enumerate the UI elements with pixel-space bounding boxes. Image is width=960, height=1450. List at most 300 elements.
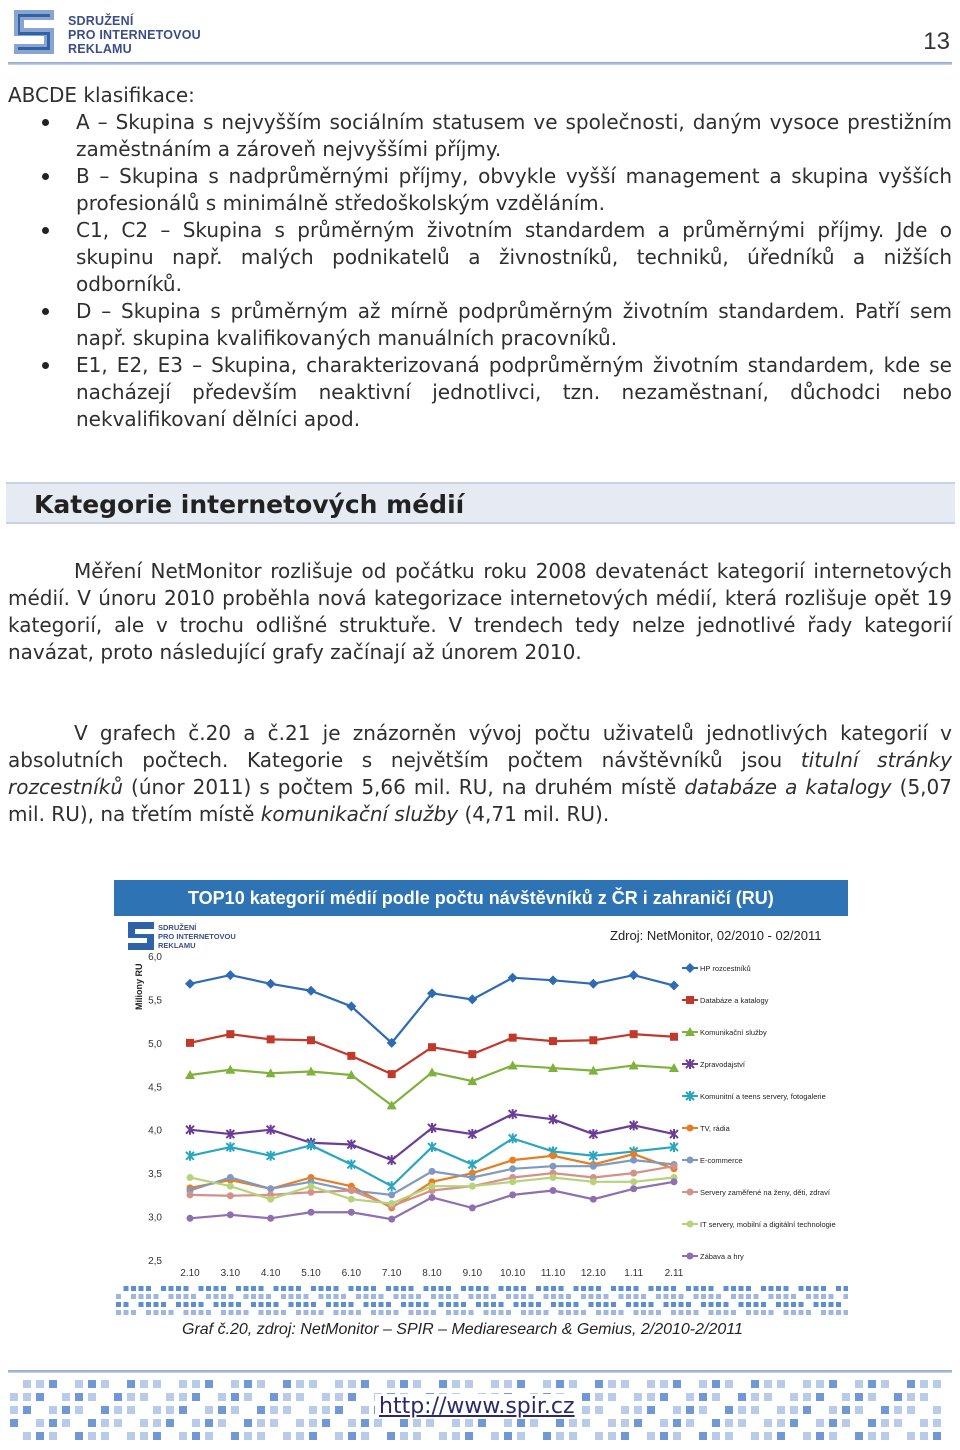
decorative-dot <box>699 1393 707 1401</box>
classification-list <box>8 109 952 433</box>
decorative-dot <box>604 1310 609 1315</box>
decorative-dot <box>387 1432 395 1440</box>
decorative-dot <box>724 1310 729 1315</box>
data-point <box>307 1036 315 1044</box>
decorative-dot <box>881 1380 889 1388</box>
decorative-dot <box>907 1393 915 1401</box>
decorative-dot <box>446 1310 451 1315</box>
paragraph-text: (únor 2011) s počtem 5,66 mil. RU, na druhém místě <box>123 775 685 799</box>
decorative-dot <box>465 1419 473 1427</box>
decorative-dot <box>784 1310 789 1315</box>
decorative-dot <box>739 1294 744 1299</box>
decorative-dot <box>491 1310 496 1315</box>
footer-link[interactable]: http://www.spir.cz <box>375 1394 579 1419</box>
paragraph-chart-description <box>8 720 952 828</box>
decorative-dot <box>784 1294 789 1299</box>
decorative-dot <box>604 1294 609 1299</box>
decorative-dot <box>491 1432 499 1440</box>
decorative-dot <box>296 1302 301 1307</box>
decorative-dot <box>289 1294 294 1299</box>
decorative-dot <box>161 1310 166 1315</box>
decorative-dot <box>699 1406 707 1414</box>
data-point <box>671 1163 678 1170</box>
decorative-dot <box>371 1286 376 1291</box>
decorative-dot <box>88 1393 96 1401</box>
data-point <box>550 1163 557 1170</box>
decorative-dot <box>868 1432 876 1440</box>
decorative-dot <box>114 1419 122 1427</box>
decorative-dot <box>124 1310 129 1315</box>
decorative-dot <box>504 1432 512 1440</box>
decorative-dot <box>206 1286 211 1291</box>
decorative-dot <box>596 1294 601 1299</box>
data-point <box>267 1196 274 1203</box>
decorative-dot <box>551 1294 556 1299</box>
decorative-dot <box>205 1380 213 1388</box>
decorative-dot <box>244 1432 252 1440</box>
decorative-dot <box>236 1286 241 1291</box>
decorative-dot <box>751 1432 759 1440</box>
decorative-dot <box>431 1286 436 1291</box>
decorative-dot <box>36 1432 44 1440</box>
decorative-dot <box>769 1294 774 1299</box>
decorative-dot <box>671 1310 676 1315</box>
decorative-dot <box>894 1419 902 1427</box>
y-tick-label: 3,0 <box>148 1212 162 1224</box>
decorative-dot <box>394 1294 399 1299</box>
decorative-dot <box>281 1286 286 1291</box>
decorative-dot <box>725 1432 733 1440</box>
decorative-dot <box>596 1310 601 1315</box>
decorative-dot <box>621 1406 629 1414</box>
decorative-dot <box>660 1432 668 1440</box>
decorative-dot <box>761 1310 766 1315</box>
decorative-dot <box>484 1310 489 1315</box>
decorative-dot <box>409 1294 414 1299</box>
decorative-dot <box>881 1406 889 1414</box>
decorative-dot <box>716 1294 721 1299</box>
decorative-dot <box>920 1393 928 1401</box>
decorative-dot <box>660 1393 668 1401</box>
decorative-dot <box>386 1310 391 1315</box>
decorative-dot <box>739 1302 744 1307</box>
decorative-dot <box>386 1286 391 1291</box>
decorative-dot <box>266 1310 271 1315</box>
decorative-dot <box>836 1310 841 1315</box>
decorative-dot <box>694 1310 699 1315</box>
x-tick-label: 10.10 <box>500 1268 526 1279</box>
decorative-dot <box>153 1432 161 1440</box>
decorative-dot <box>36 1393 44 1401</box>
decorative-dot <box>517 1432 525 1440</box>
decorative-dot <box>348 1432 356 1440</box>
decorative-dot <box>416 1294 421 1299</box>
decorative-dot <box>439 1432 447 1440</box>
paragraph-text: Měření NetMonitor rozlišuje od počátku roku 2008 devatenáct kategorií internetových médií. V únoru 2010 proběhla nová kategorizace internetových médií, která rozlišuje opět 19 kategorií, ale v trochu odlišné struktuře. V trendech tedy nelze jednotlivé řady kategorií navázat, proto následující grafy začínají až únorem 2010. <box>8 559 952 664</box>
decorative-dot <box>536 1286 541 1291</box>
decorative-dot <box>821 1286 826 1291</box>
data-point <box>227 1174 234 1181</box>
decorative-dot <box>205 1406 213 1414</box>
decorative-dot <box>319 1286 324 1291</box>
decorative-dot <box>88 1380 96 1388</box>
logo-text-line: SDRUŽENÍ <box>68 14 134 28</box>
decorative-dot <box>88 1419 96 1427</box>
spir-logo-icon <box>10 6 62 58</box>
decorative-dot <box>75 1432 83 1440</box>
decorative-dot <box>499 1310 504 1315</box>
decorative-dot <box>274 1286 279 1291</box>
decorative-dot <box>439 1380 447 1388</box>
data-point <box>590 1196 597 1203</box>
emphasis-text: komunikační služby <box>260 802 459 826</box>
decorative-dot <box>127 1432 135 1440</box>
y-tick-label: 4,5 <box>148 1082 162 1094</box>
decorative-dot <box>611 1302 616 1307</box>
decorative-dot <box>569 1380 577 1388</box>
decorative-dot <box>179 1432 187 1440</box>
decorative-dot <box>257 1406 265 1414</box>
decorative-dot <box>296 1294 301 1299</box>
decorative-dot <box>641 1310 646 1315</box>
decorative-dot <box>754 1302 759 1307</box>
decorative-dot <box>751 1406 759 1414</box>
decorative-dot <box>686 1419 694 1427</box>
decorative-dot <box>769 1286 774 1291</box>
decorative-dot <box>127 1380 135 1388</box>
decorative-dot <box>803 1432 811 1440</box>
decorative-dot <box>23 1393 31 1401</box>
x-tick-label: 2.11 <box>664 1268 684 1279</box>
decorative-dot <box>296 1286 301 1291</box>
decorative-dot <box>446 1294 451 1299</box>
decorative-dot <box>836 1302 841 1307</box>
decorative-dot <box>829 1406 837 1414</box>
decorative-dot <box>751 1380 759 1388</box>
decorative-dot <box>364 1302 369 1307</box>
decorative-dot <box>829 1302 834 1307</box>
legend-label: HP rozcestníků <box>700 964 751 973</box>
decorative-dot <box>469 1286 474 1291</box>
decorative-dot <box>671 1294 676 1299</box>
decorative-dot <box>400 1380 408 1388</box>
decorative-dot <box>673 1419 681 1427</box>
x-tick-label: 4.10 <box>260 1268 281 1279</box>
decorative-dot <box>821 1310 826 1315</box>
decorative-dot <box>868 1393 876 1401</box>
decorative-dot <box>544 1294 549 1299</box>
decorative-dot <box>679 1310 684 1315</box>
decorative-dot <box>641 1302 646 1307</box>
decorative-dot <box>855 1380 863 1388</box>
data-point <box>388 1200 395 1207</box>
decorative-dot <box>244 1310 249 1315</box>
decorative-dot <box>371 1310 376 1315</box>
decorative-dot <box>716 1302 721 1307</box>
decorative-dot <box>218 1393 226 1401</box>
y-tick-label: 5,5 <box>148 995 162 1007</box>
logo-text-line: PRO INTERNETOVOU <box>68 28 201 42</box>
decorative-dot <box>229 1310 234 1315</box>
decorative-dot <box>221 1310 226 1315</box>
decorative-dot <box>251 1286 256 1291</box>
decorative-dot <box>566 1294 571 1299</box>
decorative-dot <box>686 1393 694 1401</box>
decorative-dot <box>153 1380 161 1388</box>
data-point <box>348 1209 355 1216</box>
decorative-dot <box>379 1310 384 1315</box>
decorative-dot <box>799 1310 804 1315</box>
decorative-dot <box>309 1380 317 1388</box>
decorative-dot <box>673 1432 681 1440</box>
legend-marker <box>687 1253 694 1260</box>
data-point <box>266 979 276 989</box>
decorative-dot <box>101 1419 109 1427</box>
decorative-dot <box>356 1294 361 1299</box>
y-axis-label: Miliony RU <box>134 963 144 1010</box>
decorative-dot <box>114 1393 122 1401</box>
decorative-dot <box>803 1393 811 1401</box>
decorative-dot <box>709 1294 714 1299</box>
decorative-dot <box>229 1302 234 1307</box>
decorative-dot <box>647 1406 655 1414</box>
decorative-dot <box>416 1302 421 1307</box>
decorative-dot <box>75 1406 83 1414</box>
decorative-dot <box>626 1294 631 1299</box>
decorative-dot <box>739 1286 744 1291</box>
decorative-dot <box>611 1286 616 1291</box>
decorative-dot <box>296 1393 304 1401</box>
decorative-dot <box>446 1302 451 1307</box>
decorative-dot <box>806 1286 811 1291</box>
decorative-dot <box>176 1302 181 1307</box>
decorative-dot <box>634 1393 642 1401</box>
decorative-dot <box>589 1302 594 1307</box>
y-tick-label: 5,0 <box>148 1038 162 1050</box>
decorative-dot <box>521 1302 526 1307</box>
decorative-dot <box>725 1419 733 1427</box>
decorative-dot <box>664 1294 669 1299</box>
decorative-dot <box>544 1286 549 1291</box>
page-number: 13 <box>923 28 950 55</box>
decorative-dot <box>521 1310 526 1315</box>
decorative-dot <box>205 1432 213 1440</box>
data-point <box>388 1191 395 1198</box>
decorative-dot <box>127 1406 135 1414</box>
x-tick-label: 12.10 <box>580 1268 606 1279</box>
data-point <box>550 1174 557 1181</box>
decorative-dot <box>218 1419 226 1427</box>
decorative-dot <box>221 1302 226 1307</box>
decorative-dot <box>894 1406 902 1414</box>
decorative-dot <box>566 1302 571 1307</box>
legend-label: Komunikační služby <box>700 1028 767 1037</box>
decorative-dot <box>140 1393 148 1401</box>
legend-label: Servery zaměřené na ženy, děti, zdraví <box>700 1188 830 1197</box>
decorative-dot <box>679 1302 684 1307</box>
decorative-dot <box>806 1310 811 1315</box>
footer-divider <box>8 1370 952 1373</box>
decorative-dot <box>371 1302 376 1307</box>
decorative-dot <box>179 1406 187 1414</box>
decorative-dot <box>731 1310 736 1315</box>
decorative-dot <box>311 1310 316 1315</box>
data-point <box>429 1183 436 1190</box>
data-point <box>308 1209 315 1216</box>
decorative-dot <box>574 1310 579 1315</box>
decorative-dot <box>784 1302 789 1307</box>
decorative-dot <box>776 1294 781 1299</box>
decorative-dot <box>933 1380 941 1388</box>
decorative-dot <box>131 1286 136 1291</box>
decorative-dot <box>221 1286 226 1291</box>
legend-label: Databáze a katalogy <box>700 996 769 1005</box>
decorative-dot <box>127 1393 135 1401</box>
data-point <box>671 1178 678 1185</box>
decorative-dot <box>803 1406 811 1414</box>
decorative-dot <box>140 1380 148 1388</box>
legend-label: Komunitní a teens servery, fotogalerie <box>700 1092 826 1101</box>
decorative-dot <box>806 1294 811 1299</box>
decorative-dot <box>469 1310 474 1315</box>
decorative-dot <box>517 1380 525 1388</box>
decorative-dot <box>231 1432 239 1440</box>
decorative-dot <box>641 1294 646 1299</box>
decorative-dot <box>574 1302 579 1307</box>
decorative-dot <box>686 1310 691 1315</box>
decorative-dot <box>855 1393 863 1401</box>
decorative-dot <box>334 1286 339 1291</box>
decorative-dot <box>199 1302 204 1307</box>
decorative-dot <box>933 1432 941 1440</box>
decorative-dot <box>176 1286 181 1291</box>
decorative-dot <box>559 1294 564 1299</box>
decorative-dot <box>231 1393 239 1401</box>
decorative-dot <box>229 1294 234 1299</box>
y-tick-label: 6,0 <box>148 952 162 963</box>
decorative-dot <box>244 1419 252 1427</box>
decorative-dot <box>738 1406 746 1414</box>
decorative-dot <box>907 1380 915 1388</box>
paragraph-text: V grafech č.20 a č.21 je znázorněn vývoj počtu uživatelů jednotlivých kategorií v absolutních počtech. Kategorie s největším počtem návštěvníků jsou <box>8 721 952 772</box>
decorative-dot <box>814 1302 819 1307</box>
decorative-dot <box>619 1294 624 1299</box>
decorative-dot <box>656 1294 661 1299</box>
decorative-dot <box>124 1286 129 1291</box>
decorative-dot <box>341 1302 346 1307</box>
decorative-dot <box>322 1406 330 1414</box>
data-point <box>428 1043 436 1051</box>
list-item: D – Skupina s průměrným až mírně podprůměrným životním standardem. Patří sem např. skupina kvalifikovaných manuálních pracovníků. <box>8 298 952 352</box>
decorative-dot <box>62 1406 70 1414</box>
decorative-dot <box>439 1302 444 1307</box>
decorative-dot <box>199 1310 204 1315</box>
decorative-dot <box>139 1286 144 1291</box>
decorative-dot <box>431 1294 436 1299</box>
decorative-dot <box>401 1294 406 1299</box>
decorative-dot <box>452 1380 460 1388</box>
decorative-dot <box>461 1286 466 1291</box>
decorative-dot <box>764 1380 772 1388</box>
decorative-dot <box>589 1286 594 1291</box>
decorative-dot <box>146 1302 151 1307</box>
decorative-dot <box>634 1294 639 1299</box>
decorative-dot <box>647 1393 655 1401</box>
decorative-dot <box>764 1393 772 1401</box>
decorative-dot <box>361 1419 369 1427</box>
decorative-dot <box>356 1310 361 1315</box>
decorative-dot <box>116 1310 121 1315</box>
decorative-dot <box>259 1286 264 1291</box>
data-point <box>469 1204 476 1211</box>
decorative-dot <box>244 1294 249 1299</box>
decorative-dot <box>424 1302 429 1307</box>
decorative-dot <box>506 1310 511 1315</box>
x-tick-label: 2.10 <box>180 1268 200 1279</box>
data-point <box>348 1196 355 1203</box>
decorative-dot <box>184 1302 189 1307</box>
data-point <box>186 1039 194 1047</box>
decorative-dot <box>309 1432 317 1440</box>
data-point <box>187 1215 194 1222</box>
decorative-dot <box>140 1419 148 1427</box>
decorative-dot <box>154 1294 159 1299</box>
decorative-dot <box>166 1406 174 1414</box>
decorative-dot <box>514 1302 519 1307</box>
x-tick-label: 3.10 <box>220 1268 241 1279</box>
decorative-dot <box>664 1302 669 1307</box>
decorative-dot <box>270 1406 278 1414</box>
decorative-dot <box>179 1393 187 1401</box>
data-point <box>509 1034 517 1042</box>
data-point <box>550 1187 557 1194</box>
decorative-dot <box>559 1302 564 1307</box>
decorative-dot <box>319 1310 324 1315</box>
decorative-dot <box>259 1294 264 1299</box>
chart-logo-text: REKLAMU <box>158 941 196 950</box>
decorative-dot <box>296 1310 301 1315</box>
decorative-dot <box>322 1393 330 1401</box>
decorative-dot <box>23 1432 31 1440</box>
decorative-dot <box>751 1393 759 1401</box>
decorative-dot <box>101 1406 109 1414</box>
data-point <box>509 1178 516 1185</box>
decorative-dot <box>844 1294 849 1299</box>
decorative-dot <box>192 1380 200 1388</box>
list-item: B – Skupina s nadprůměrnými příjmy, obvykle vyšší management a skupina vyšších profesionálů s minimálně středoškolským vzděláním. <box>8 163 952 217</box>
decorative-dot <box>296 1432 304 1440</box>
legend-label: IT servery, mobilní a digitální technologie <box>700 1220 836 1229</box>
decorative-dot <box>257 1380 265 1388</box>
decorative-dot <box>218 1406 226 1414</box>
decorative-dot <box>816 1419 824 1427</box>
data-point <box>267 1215 274 1222</box>
decorative-dot <box>746 1310 751 1315</box>
decorative-dot <box>10 1406 18 1414</box>
decorative-dot <box>413 1432 421 1440</box>
decorative-dot <box>799 1302 804 1307</box>
decorative-dot <box>790 1406 798 1414</box>
data-point <box>306 986 316 996</box>
decorative-dot <box>608 1432 616 1440</box>
decorative-dot <box>114 1406 122 1414</box>
data-point <box>467 994 477 1004</box>
decorative-dot <box>374 1419 382 1427</box>
decorative-dot <box>536 1310 541 1315</box>
decorative-dot <box>166 1419 174 1427</box>
decorative-dot <box>131 1310 136 1315</box>
decorative-dot <box>349 1286 354 1291</box>
